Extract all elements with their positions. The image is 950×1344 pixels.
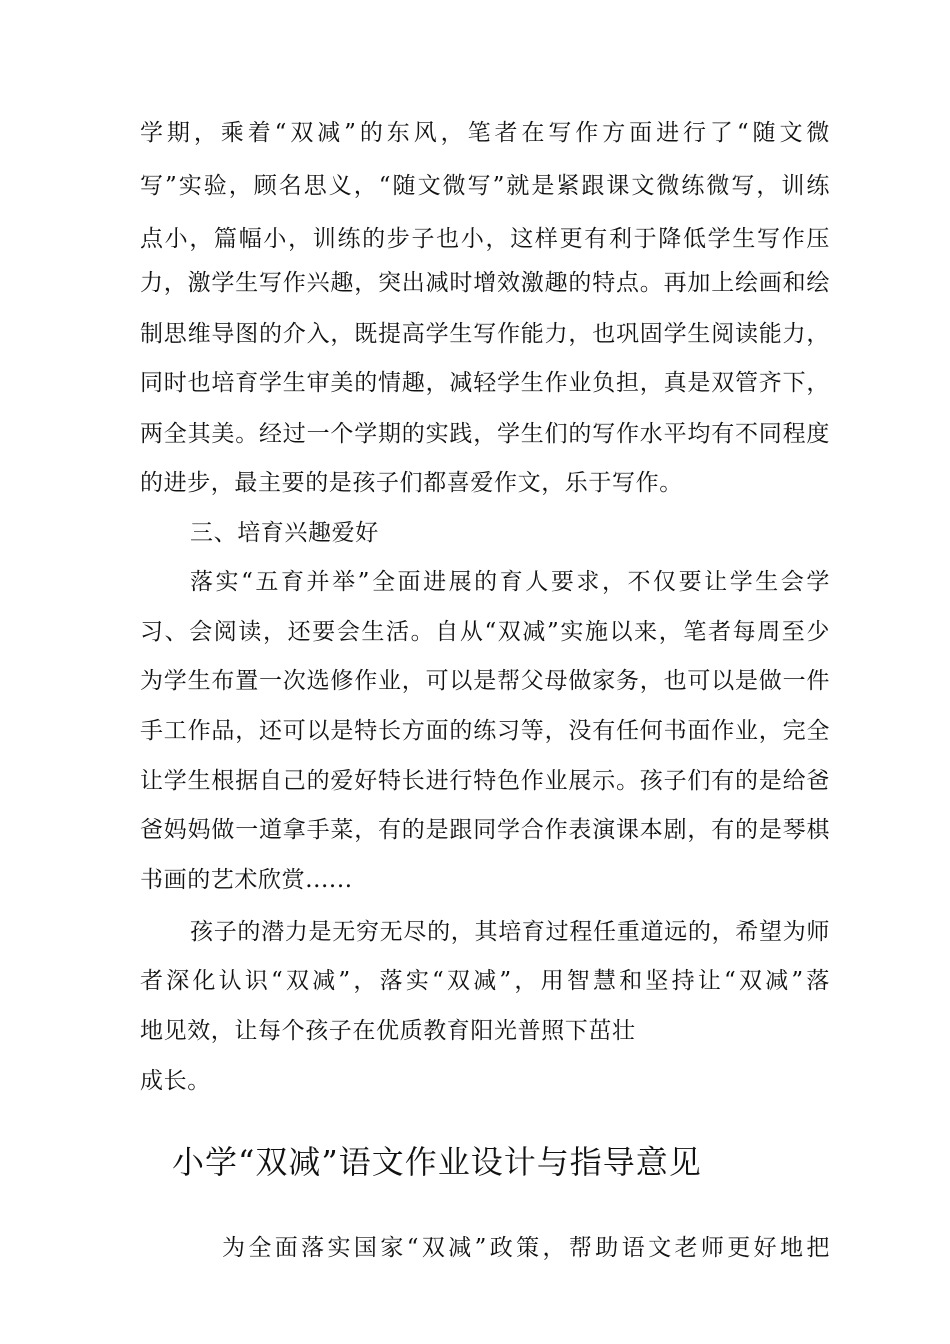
- paragraph-line: 点小，篇幅小，训练的步子也小，这样更有利于降低学生写作压: [140, 226, 830, 252]
- paragraph-line: 习、会阅读，还要会生活。自从“双减”实施以来，笔者每周至少: [140, 619, 830, 645]
- paragraph-line: 爸妈妈做一道拿手菜，有的是跟同学合作表演课本剧，有的是琴棋: [140, 817, 830, 843]
- paragraph-line: 的进步，最主要的是孩子们都喜爱作文，乐于写作。: [140, 470, 683, 496]
- paragraph-line: 成长。: [140, 1068, 211, 1094]
- paragraph-line: 孩子的潜力是无穷无尽的，其培育过程任重道远的，希望为师: [190, 919, 830, 945]
- paragraph-line: 为学生布置一次选修作业，可以是帮父母做家务，也可以是做一件: [140, 668, 830, 694]
- paragraph-line: 写”实验，顾名思义，“随文微写”就是紧跟课文微练微写，训练: [140, 173, 830, 199]
- article-title: 小学“双减”语文作业设计与指导意见: [172, 1143, 702, 1181]
- paragraph-line: 两全其美。经过一个学期的实践，学生们的写作水平均有不同程度: [140, 421, 830, 447]
- paragraph-line: 书画的艺术欣赏......: [140, 867, 353, 893]
- paragraph-line: 手工作品，还可以是特长方面的练习等，没有任何书面作业，完全: [140, 718, 830, 744]
- paragraph-line: 为全面落实国家“双减”政策，帮助语文老师更好地把: [222, 1235, 830, 1261]
- paragraph-line: 力，激学生写作兴趣，突出减时增效激趣的特点。再加上绘画和绘: [140, 270, 830, 296]
- paragraph-line: 学期，乘着“双减”的东风，笔者在写作方面进行了“随文微: [140, 120, 830, 146]
- paragraph-line: 者深化认识“双减”，落实“双减”，用智慧和坚持让“双减”落: [140, 968, 830, 994]
- paragraph-line: 同时也培育学生审美的情趣，减轻学生作业负担，真是双管齐下，: [140, 370, 830, 396]
- section-heading: 三、培育兴趣爱好: [190, 520, 379, 546]
- paragraph-line: 制思维导图的介入，既提高学生写作能力，也巩固学生阅读能力，: [140, 321, 830, 347]
- paragraph-line: 让学生根据自己的爱好特长进行特色作业展示。孩子们有的是给爸: [140, 768, 830, 794]
- paragraph-line: 地见效，让每个孩子在优质教育阳光普照下茁壮: [140, 1018, 636, 1044]
- paragraph-line: 落实“五育并举”全面进展的育人要求，不仅要让学生会学: [190, 569, 830, 595]
